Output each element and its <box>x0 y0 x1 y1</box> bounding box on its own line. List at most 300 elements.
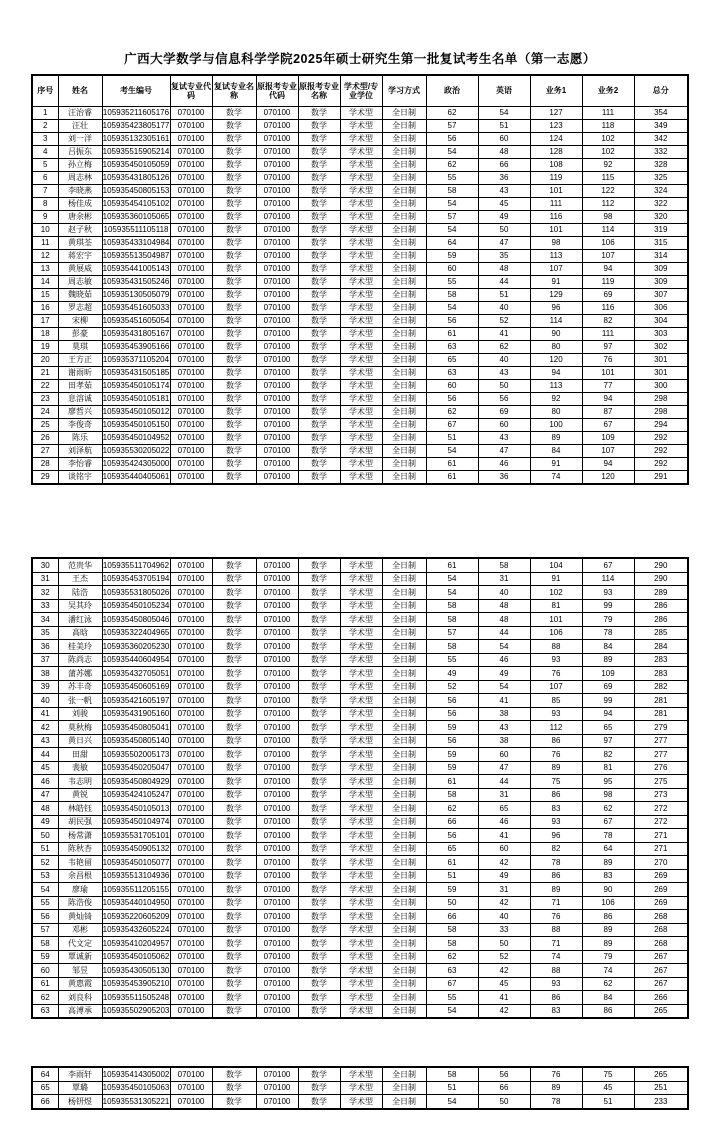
table-cell: 277 <box>634 734 688 748</box>
table-cell: 070100 <box>170 748 212 762</box>
table-cell: 刘良科 <box>58 991 102 1005</box>
table-cell: 74 <box>530 471 582 485</box>
table-cell: 26 <box>32 432 58 445</box>
table-cell: 数学 <box>212 667 256 681</box>
table-cell: 320 <box>634 211 688 224</box>
table-cell: 070100 <box>256 315 298 328</box>
table-cell: 276 <box>634 761 688 775</box>
table-cell: 黄灿锜 <box>58 910 102 924</box>
table-cell: 学术型 <box>340 910 382 924</box>
table-cell: 76 <box>530 748 582 762</box>
table-cell: 070100 <box>256 107 298 120</box>
table-cell: 42 <box>32 721 58 735</box>
table-cell: 105935511205155 <box>102 883 170 897</box>
table-cell: 莫秋梅 <box>58 721 102 735</box>
table-cell: 范贵华 <box>58 558 102 572</box>
table-cell: 65 <box>426 842 478 856</box>
table-cell: 105935423805177 <box>102 120 170 133</box>
table-row <box>32 1095 688 1109</box>
table-cell: 学术型 <box>340 653 382 667</box>
table-cell: 40 <box>32 694 58 708</box>
table-cell: 李晓燕 <box>58 185 102 198</box>
table-cell: 99 <box>582 599 634 613</box>
page-title: 广西大学数学与信息科学学院2025年硕士研究生第一批复试考生名单（第一志愿） <box>124 52 596 66</box>
table-cell: 070100 <box>256 667 298 681</box>
table-cell: 122 <box>582 185 634 198</box>
table-cell: 268 <box>634 910 688 924</box>
column-header: 总分 <box>634 75 688 107</box>
table-cell: 251 <box>634 1081 688 1095</box>
table-cell: 学术型 <box>340 991 382 1005</box>
table-cell: 070100 <box>170 775 212 789</box>
table-cell: 数学 <box>298 1081 340 1095</box>
candidate-table-page-3 <box>31 1066 689 1110</box>
table-cell: 学术型 <box>340 977 382 991</box>
table-cell: 60 <box>478 842 530 856</box>
table-cell: 学术型 <box>340 748 382 762</box>
table-cell: 71 <box>530 896 582 910</box>
table-cell: 数学 <box>212 445 256 458</box>
table-cell: 105935322404965 <box>102 626 170 640</box>
table-cell: 学术型 <box>340 761 382 775</box>
table-cell: 学术型 <box>340 315 382 328</box>
table-cell: 070100 <box>256 653 298 667</box>
table-cell: 76 <box>530 1067 582 1081</box>
table-cell: 学术型 <box>340 211 382 224</box>
table-cell: 数学 <box>212 146 256 159</box>
table-cell: 学术型 <box>340 146 382 159</box>
table-cell: 学术型 <box>340 734 382 748</box>
table-cell: 数学 <box>298 198 340 211</box>
table-cell: 61 <box>32 977 58 991</box>
table-cell: 281 <box>634 694 688 708</box>
table-cell: 91 <box>530 572 582 586</box>
table-cell: 304 <box>634 315 688 328</box>
table-cell: 105935433104984 <box>102 237 170 250</box>
table-cell: 全日制 <box>382 341 426 354</box>
table-cell: 286 <box>634 599 688 613</box>
table-cell: 全日制 <box>382 964 426 978</box>
table-cell: 070100 <box>256 586 298 600</box>
table-cell: 29 <box>32 471 58 485</box>
table-cell: 56 <box>426 315 478 328</box>
table-cell: 62 <box>426 107 478 120</box>
table-cell: 数学 <box>212 842 256 856</box>
table-cell: 学术型 <box>340 950 382 964</box>
table-cell: 63 <box>426 341 478 354</box>
table-cell: 58 <box>426 923 478 937</box>
table-cell: 全日制 <box>382 802 426 816</box>
table-cell: 24 <box>32 406 58 419</box>
table-cell: 105935450805041 <box>102 721 170 735</box>
table-cell: 43 <box>478 432 530 445</box>
table-cell: 63 <box>426 367 478 380</box>
table-cell: 105935450805046 <box>102 613 170 627</box>
table-cell: 44 <box>478 775 530 789</box>
table-row <box>32 367 688 380</box>
table-cell: 23 <box>32 393 58 406</box>
table-cell: 数学 <box>212 788 256 802</box>
table-cell: 105935424105247 <box>102 788 170 802</box>
table-cell: 杨常潇 <box>58 829 102 843</box>
table-cell: 292 <box>634 432 688 445</box>
table-row <box>32 896 688 910</box>
table-cell: 刘骏 <box>58 707 102 721</box>
table-cell: 105935360105065 <box>102 211 170 224</box>
table-cell: 31 <box>478 572 530 586</box>
table-cell: 学术型 <box>340 289 382 302</box>
table-cell: 268 <box>634 923 688 937</box>
table-cell: 余昌根 <box>58 869 102 883</box>
table-cell: 105935450105013 <box>102 802 170 816</box>
table-cell: 学术型 <box>340 667 382 681</box>
table-cell: 数学 <box>212 707 256 721</box>
table-cell: 76 <box>530 667 582 681</box>
table-row <box>32 146 688 159</box>
table-cell: 070100 <box>256 211 298 224</box>
table-cell: 全日制 <box>382 328 426 341</box>
table-cell: 115 <box>582 172 634 185</box>
table-cell: 数学 <box>212 937 256 951</box>
table-cell: 陆浩 <box>58 586 102 600</box>
table-cell: 全日制 <box>382 883 426 897</box>
table-cell: 数学 <box>298 458 340 471</box>
table-cell: 107 <box>582 250 634 263</box>
table-cell: 数学 <box>212 572 256 586</box>
table-cell: 070100 <box>170 572 212 586</box>
column-header: 原报考专业名称 <box>298 75 340 107</box>
table-cell: 全日制 <box>382 172 426 185</box>
table-row <box>32 354 688 367</box>
table-cell: 070100 <box>170 250 212 263</box>
table-cell: 84 <box>530 445 582 458</box>
table-cell: 78 <box>582 829 634 843</box>
table-cell: 数学 <box>212 613 256 627</box>
table-cell: 数学 <box>212 869 256 883</box>
table-cell: 119 <box>530 172 582 185</box>
table-cell: 数学 <box>298 354 340 367</box>
table-cell: 81 <box>582 761 634 775</box>
table-cell: 全日制 <box>382 471 426 485</box>
column-header: 复试专业名称 <box>212 75 256 107</box>
table-cell: 数学 <box>212 120 256 133</box>
table-cell: 数学 <box>298 883 340 897</box>
table-cell: 104 <box>530 558 582 572</box>
table-cell: 16 <box>32 302 58 315</box>
table-cell: 76 <box>582 354 634 367</box>
table-cell: 全日制 <box>382 198 426 211</box>
table-cell: 数学 <box>298 613 340 627</box>
table-cell: 覃诚新 <box>58 950 102 964</box>
table-cell: 070100 <box>256 991 298 1005</box>
table-row <box>32 626 688 640</box>
table-cell: 303 <box>634 328 688 341</box>
table-cell: 数学 <box>298 302 340 315</box>
table-row <box>32 910 688 924</box>
table-cell: 109 <box>582 432 634 445</box>
table-cell: 数学 <box>298 146 340 159</box>
table-cell: 070100 <box>170 856 212 870</box>
table-cell: 数学 <box>212 224 256 237</box>
table-cell: 070100 <box>256 1081 298 1095</box>
table-cell: 070100 <box>256 788 298 802</box>
table-cell: 代文定 <box>58 937 102 951</box>
table-cell: 数学 <box>298 432 340 445</box>
table-cell: 105935450605169 <box>102 680 170 694</box>
table-cell: 全日制 <box>382 896 426 910</box>
table-cell: 272 <box>634 815 688 829</box>
column-header: 原报考专业代码 <box>256 75 298 107</box>
table-cell: 学术型 <box>340 172 382 185</box>
table-cell: 105935211605176 <box>102 107 170 120</box>
table-cell: 070100 <box>170 185 212 198</box>
table-cell: 74 <box>530 950 582 964</box>
table-cell: 学术型 <box>340 842 382 856</box>
table-cell: 105935450105012 <box>102 406 170 419</box>
table-cell: 高溥承 <box>58 1004 102 1018</box>
table-cell: 070100 <box>256 380 298 393</box>
table-cell: 数学 <box>298 775 340 789</box>
table-cell: 78 <box>530 1095 582 1109</box>
table-cell: 58 <box>478 558 530 572</box>
table-cell: 54 <box>426 1095 478 1109</box>
table-row <box>32 458 688 471</box>
table-row <box>32 869 688 883</box>
table-cell: 67 <box>426 419 478 432</box>
table-cell: 数学 <box>212 1095 256 1109</box>
table-cell: 数学 <box>298 393 340 406</box>
table-cell: 105935453905166 <box>102 341 170 354</box>
table-cell: 98 <box>582 211 634 224</box>
table-cell: 78 <box>530 856 582 870</box>
table-cell: 数学 <box>212 289 256 302</box>
table-cell: 93 <box>582 586 634 600</box>
table-cell: 56 <box>426 829 478 843</box>
table-cell: 77 <box>582 380 634 393</box>
table-cell: 数学 <box>212 640 256 654</box>
table-cell: 070100 <box>170 653 212 667</box>
table-cell: 76 <box>530 910 582 924</box>
table-cell: 学术型 <box>340 572 382 586</box>
table-cell: 070100 <box>170 640 212 654</box>
table-row <box>32 224 688 237</box>
table-cell: 全日制 <box>382 458 426 471</box>
table-cell: 116 <box>530 211 582 224</box>
table-cell: 数学 <box>212 211 256 224</box>
table-cell: 数学 <box>298 856 340 870</box>
table-cell: 070100 <box>170 367 212 380</box>
table-cell: 284 <box>634 640 688 654</box>
table-cell: 106 <box>582 896 634 910</box>
table-cell: 070100 <box>256 694 298 708</box>
table-cell: 301 <box>634 354 688 367</box>
table-cell: 070100 <box>256 761 298 775</box>
table-cell: 105935531305221 <box>102 1095 170 1109</box>
table-cell: 59 <box>426 250 478 263</box>
table-cell: 070100 <box>256 802 298 816</box>
table-cell: 彭豪 <box>58 328 102 341</box>
table-cell: 71 <box>530 937 582 951</box>
table-cell: 数学 <box>212 653 256 667</box>
table-cell: 105935451605033 <box>102 302 170 315</box>
table-cell: 105935431505246 <box>102 276 170 289</box>
table-row <box>32 653 688 667</box>
table-cell: 50 <box>478 224 530 237</box>
table-cell: 94 <box>582 393 634 406</box>
table-cell: 79 <box>582 613 634 627</box>
table-cell: 070100 <box>256 613 298 627</box>
table-cell: 王杰 <box>58 572 102 586</box>
table-cell: 93 <box>530 707 582 721</box>
table-cell: 学术型 <box>340 185 382 198</box>
table-cell: 070100 <box>170 211 212 224</box>
table-cell: 105935450105234 <box>102 599 170 613</box>
table-cell: 070100 <box>170 626 212 640</box>
table-cell: 116 <box>582 302 634 315</box>
table-cell: 8 <box>32 198 58 211</box>
column-header: 业务1 <box>530 75 582 107</box>
table-cell: 89 <box>582 856 634 870</box>
table-cell: 070100 <box>170 599 212 613</box>
table-cell: 廖哲兴 <box>58 406 102 419</box>
table-cell: 全日制 <box>382 263 426 276</box>
table-cell: 46 <box>478 815 530 829</box>
table-cell: 学术型 <box>340 458 382 471</box>
table-cell: 数学 <box>212 775 256 789</box>
table-cell: 61 <box>426 775 478 789</box>
table-cell: 86 <box>530 734 582 748</box>
table-cell: 全日制 <box>382 120 426 133</box>
table-cell: 55 <box>426 991 478 1005</box>
table-cell: 070100 <box>256 977 298 991</box>
table-cell: 43 <box>478 367 530 380</box>
table-cell: 98 <box>582 788 634 802</box>
table-cell: 28 <box>32 458 58 471</box>
table-cell: 070100 <box>256 599 298 613</box>
table-cell: 070100 <box>256 937 298 951</box>
table-cell: 20 <box>32 354 58 367</box>
table-cell: 070100 <box>170 354 212 367</box>
table-cell: 070100 <box>170 263 212 276</box>
column-header: 政治 <box>426 75 478 107</box>
table-cell: 57 <box>426 120 478 133</box>
table-cell: 学术型 <box>340 328 382 341</box>
table-cell: 43 <box>478 185 530 198</box>
table-cell: 120 <box>530 354 582 367</box>
table-cell: 123 <box>530 120 582 133</box>
table-cell: 105935450105174 <box>102 380 170 393</box>
table-cell: 数学 <box>298 937 340 951</box>
table-cell: 54 <box>426 146 478 159</box>
table-cell: 数学 <box>212 133 256 146</box>
table-cell: 54 <box>426 445 478 458</box>
table-cell: 陈浩俊 <box>58 896 102 910</box>
table-cell: 数学 <box>298 237 340 250</box>
table-cell: 111 <box>582 328 634 341</box>
table-cell: 283 <box>634 667 688 681</box>
table-cell: 数学 <box>212 802 256 816</box>
table-cell: 97 <box>582 341 634 354</box>
table-cell: 数学 <box>212 964 256 978</box>
table-cell: 数学 <box>212 393 256 406</box>
table-cell: 47 <box>32 788 58 802</box>
table-row <box>32 185 688 198</box>
table-cell: 62 <box>426 159 478 172</box>
table-cell: 数学 <box>298 276 340 289</box>
table-cell: 数学 <box>298 445 340 458</box>
table-cell: 学术型 <box>340 586 382 600</box>
table-cell: 332 <box>634 146 688 159</box>
table-cell: 070100 <box>256 640 298 654</box>
table-cell: 60 <box>478 419 530 432</box>
table-cell: 105935502005173 <box>102 748 170 762</box>
table-cell: 60 <box>426 263 478 276</box>
table-cell: 2 <box>32 120 58 133</box>
table-cell: 刘泽航 <box>58 445 102 458</box>
table-cell: 85 <box>530 694 582 708</box>
table-cell: 学术型 <box>340 133 382 146</box>
table-cell: 7 <box>32 185 58 198</box>
table-cell: 114 <box>582 572 634 586</box>
table-cell: 105935432605224 <box>102 923 170 937</box>
table-cell: 数学 <box>298 815 340 829</box>
table-cell: 全日制 <box>382 224 426 237</box>
table-cell: 56 <box>426 393 478 406</box>
table-cell: 31 <box>478 883 530 897</box>
table-cell: 52 <box>478 315 530 328</box>
table-cell: 学术型 <box>340 923 382 937</box>
table-cell: 60 <box>478 133 530 146</box>
table-cell: 全日制 <box>382 1004 426 1018</box>
table-cell: 89 <box>582 653 634 667</box>
table-cell: 胡民强 <box>58 815 102 829</box>
table-cell: 全日制 <box>382 842 426 856</box>
table-row <box>32 328 688 341</box>
table-cell: 数学 <box>298 572 340 586</box>
table-cell: 数学 <box>298 380 340 393</box>
table-cell: 51 <box>426 432 478 445</box>
table-cell: 070100 <box>170 680 212 694</box>
table-cell: 105935530205022 <box>102 445 170 458</box>
table-cell: 全日制 <box>382 680 426 694</box>
table-cell: 58 <box>426 937 478 951</box>
table-cell: 105935511105118 <box>102 224 170 237</box>
table-cell: 105935450105062 <box>102 950 170 964</box>
table-cell: 数学 <box>212 471 256 485</box>
table-cell: 105935371105204 <box>102 354 170 367</box>
table-cell: 070100 <box>170 991 212 1005</box>
table-cell: 281 <box>634 707 688 721</box>
table-cell: 83 <box>530 802 582 816</box>
table-cell: 54 <box>426 572 478 586</box>
table-cell: 070100 <box>256 950 298 964</box>
table-cell: 59 <box>426 748 478 762</box>
table-cell: 数学 <box>298 788 340 802</box>
table-cell: 105935450105150 <box>102 419 170 432</box>
table-cell: 全日制 <box>382 910 426 924</box>
table-cell: 96 <box>530 829 582 843</box>
table-row <box>32 802 688 816</box>
table-cell: 学术型 <box>340 380 382 393</box>
table-cell: 88 <box>530 640 582 654</box>
table-row <box>32 829 688 843</box>
table-row <box>32 842 688 856</box>
table-cell: 60 <box>32 964 58 978</box>
table-cell: 82 <box>530 842 582 856</box>
table-cell: 46 <box>32 775 58 789</box>
table-row <box>32 640 688 654</box>
table-cell: 070100 <box>256 393 298 406</box>
